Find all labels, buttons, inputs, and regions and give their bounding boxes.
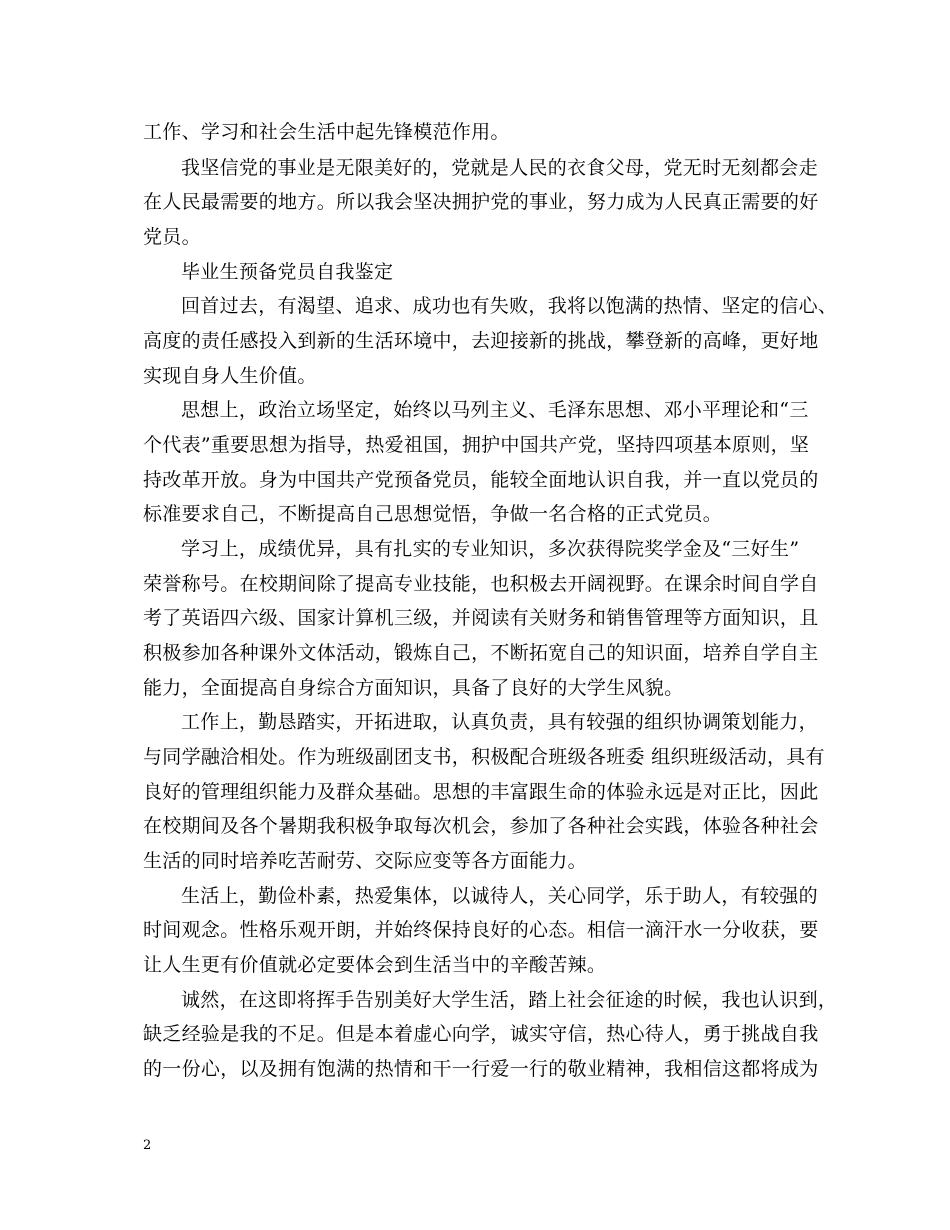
text-line: 思想上，政治立场坚定，始终以马列主义、毛泽东思想、邓小平理论和“三 [181,399,809,421]
text-line: 党员。 [143,226,201,248]
text-line: 个代表”重要思想为指导，热爱祖国，拥护中国共产党，坚持四项基本原则，坚 [143,434,810,456]
text-line: 的一份心，以及拥有饱满的热情和干一行爱一行的敬业精神，我相信这都将成为 [143,1058,819,1080]
text-line: 标准要求自己，不断提高自己思想觉悟，争做一名合格的正式党员。 [143,503,723,525]
text-line: 我坚信党的事业是无限美好的，党就是人民的衣食父母，党无时无刻都会走 [181,157,818,179]
text-line: 学习上，成绩优异，具有扎实的专业知识，多次获得院奖学金及“三好生” [181,538,800,560]
text-line: 考了英语四六级、国家计算机三级，并阅读有关财务和销售管理等方面知识，且 [143,607,819,629]
text-line: 诚然，在这即将挥手告别美好大学生活，踏上社会征途的时候，我也认识到， [181,989,838,1011]
text-line: 荣誉称号。在校期间除了提高专业技能，也积极去开阔视野。在课余时间自学自 [143,573,819,595]
text-line: 在校期间及各个暑期我积极争取每次机会，参加了各种社会实践，体验各种社会 [143,815,819,837]
text-line: 工作上，勤恳踏实，开拓进取，认真负责，具有较强的组织协调策划能力， [181,711,818,733]
text-line: 能力，全面提高自身综合方面知识，具备了良好的大学生风貌。 [143,677,684,699]
text-line: 回首过去，有渴望、追求、成功也有失败，我将以饱满的热情、坚定的信心、 [181,295,838,317]
text-line: 缺乏经验是我的不足。但是本着虚心向学，诚实守信，热心待人，勇于挑战自我 [143,1023,819,1045]
text-line: 时间观念。性格乐观开朗，并始终保持良好的心态。相信一滴汗水一分收获，要 [143,919,819,941]
text-line: 生活的同时培养吃苦耐劳、交际应变等各方面能力。 [143,850,587,872]
text-line: 持改革开放。身为中国共产党预备党员，能较全面地认识自我，并一直以党员的 [143,469,819,491]
section-heading: 毕业生预备党员自我鉴定 [181,261,394,283]
text-line: 积极参加各种课外文体活动，锻炼自己，不断拓宽自己的知识面，培养自学自主 [143,642,819,664]
text-line: 在人民最需要的地方。所以我会坚决拥护党的事业，努力成为人民真正需要的好 [143,191,819,213]
text-line: 工作、学习和社会生活中起先锋模范作用。 [143,121,510,143]
text-line: 让人生更有价值就必定要体会到生活当中的辛酸苦辣。 [143,954,607,976]
page-number: 2 [143,1138,152,1153]
text-line: 实现自身人生价值。 [143,365,317,387]
text-line: 与同学融洽相处。作为班级副团支书，积极配合班级各班委 组织班级活动，具有 [143,746,825,768]
text-line: 生活上，勤俭朴素，热爱集体，以诚待人，关心同学，乐于助人，有较强的 [181,885,818,907]
text-line: 良好的管理组织能力及群众基础。思想的丰富跟生命的体验永远是对正比，因此 [143,781,819,803]
text-line: 高度的责任感投入到新的生活环境中，去迎接新的挑战，攀登新的高峰，更好地 [143,330,819,352]
